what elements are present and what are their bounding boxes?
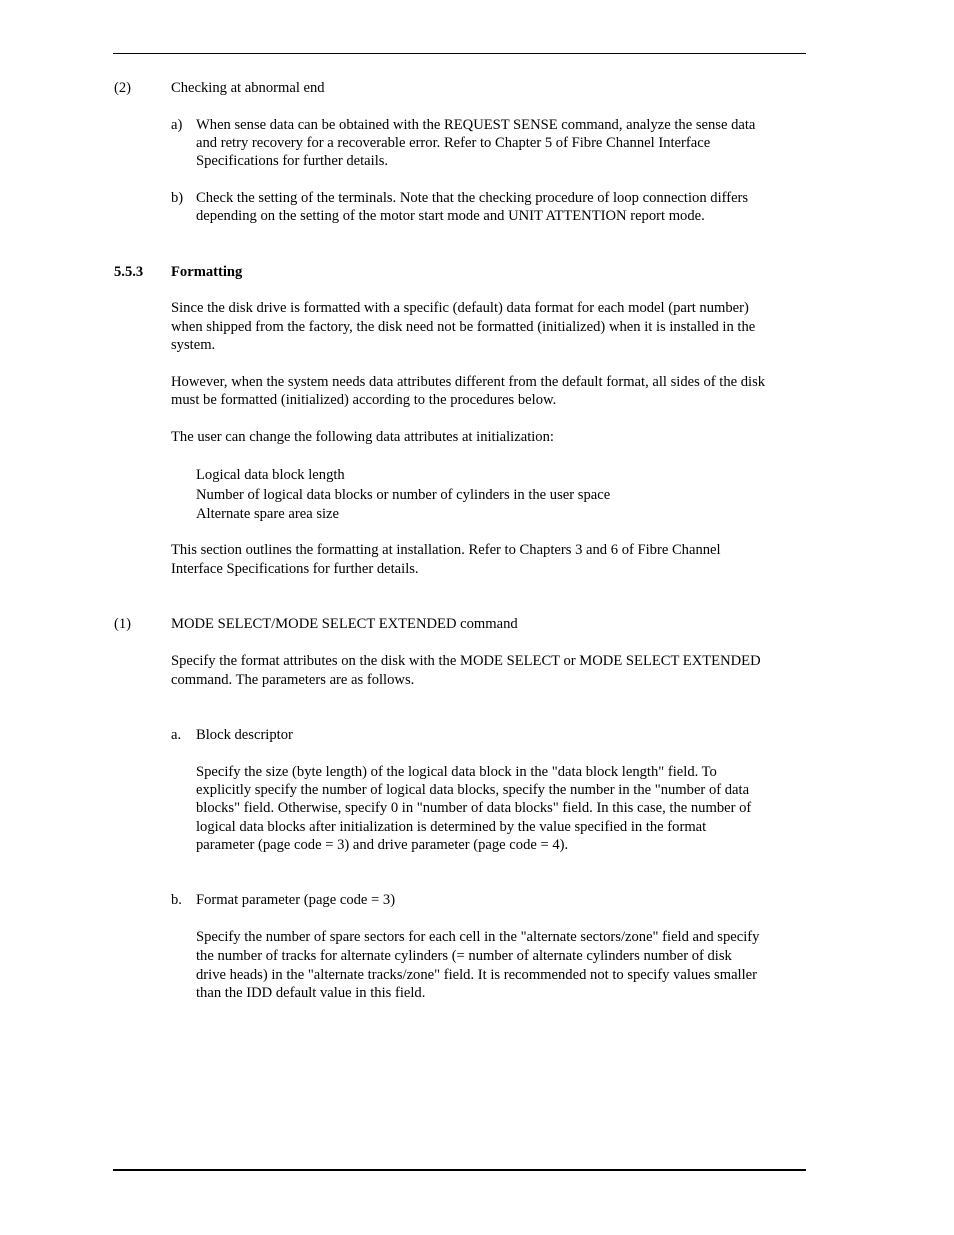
format-parameter-title: Format parameter (page code = 3)	[196, 892, 396, 908]
format-parameter-marker: b.	[171, 892, 182, 908]
section-553-title: Formatting	[171, 264, 243, 280]
text-line: Interface Specifications for further details.	[171, 561, 419, 577]
block-descriptor-title: Block descriptor	[196, 727, 293, 743]
section-1-title: MODE SELECT/MODE SELECT EXTENDED command	[171, 616, 518, 632]
text-line: the number of tracks for alternate cylinders (= number of alternate cylinders number of disk	[196, 948, 732, 964]
section-1-number: (1)	[114, 616, 132, 632]
block-descriptor-marker: a.	[171, 727, 182, 743]
header-rule	[113, 53, 806, 54]
text-line: parameter (page code = 3) and drive parameter (page code = 4).	[196, 837, 569, 853]
list-item: Alternate spare area size	[196, 506, 340, 522]
text-line: command. The parameters are as follows.	[171, 672, 415, 688]
text-line: logical data blocks after initialization is determined by the value specified in the format	[196, 819, 707, 835]
formatting-paragraph-3: The user can change the following data attributes at initialization:	[171, 429, 554, 445]
text-line: Specify the number of spare sectors for each cell in the "alternate sectors/zone" field and specify	[196, 929, 760, 945]
text-line: drive heads) in the "alternate tracks/zone" field. It is recommended not to specify values smaller	[196, 967, 758, 983]
text-line: and retry recovery for a recoverable error. Refer to Chapter 5 of Fibre Channel Interface	[196, 135, 711, 151]
list-item: Logical data block length	[196, 467, 345, 483]
section-2-item-a-marker: a)	[171, 117, 183, 133]
footer-rule	[113, 1169, 806, 1171]
text-line: Check the setting of the terminals. Note that the checking procedure of loop connection differs	[196, 190, 749, 206]
text-line: Specify the format attributes on the disk with the MODE SELECT or MODE SELECT EXTENDED	[171, 653, 761, 669]
text-line: must be formatted (initialized) according to the procedures below.	[171, 392, 557, 408]
text-line: However, when the system needs data attributes different from the default format, all sides of the disk	[171, 374, 766, 390]
text-line: than the IDD default value in this field.	[196, 985, 426, 1001]
section-2-item-b-marker: b)	[171, 190, 184, 206]
text-line: Specifications for further details.	[196, 153, 389, 169]
text-line: When sense data can be obtained with the REQUEST SENSE command, analyze the sense data	[196, 117, 756, 133]
text-line: when shipped from the factory, the disk need not be formatted (initialized) when it is installed in the	[171, 319, 756, 335]
section-553-number: 5.5.3	[114, 264, 144, 280]
text-line: blocks" field. Otherwise, specify 0 in "number of data blocks" field. In this case, the number of	[196, 800, 752, 816]
text-line: system.	[171, 337, 216, 353]
list-item: Number of logical data blocks or number of cylinders in the user space	[196, 487, 611, 503]
text-line: This section outlines the formatting at installation. Refer to Chapters 3 and 6 of Fibre Channel	[171, 542, 721, 558]
section-2-title: Checking at abnormal end	[171, 80, 325, 96]
text-line: Since the disk drive is formatted with a specific (default) data format for each model (part number)	[171, 300, 749, 316]
section-2-number: (2)	[114, 80, 132, 96]
text-line: explicitly specify the number of logical data blocks, specify the number in the "number of data	[196, 782, 750, 798]
text-line: depending on the setting of the motor start mode and UNIT ATTENTION report mode.	[196, 208, 705, 224]
text-line: Specify the size (byte length) of the logical data block in the "data block length" field. To	[196, 764, 717, 780]
